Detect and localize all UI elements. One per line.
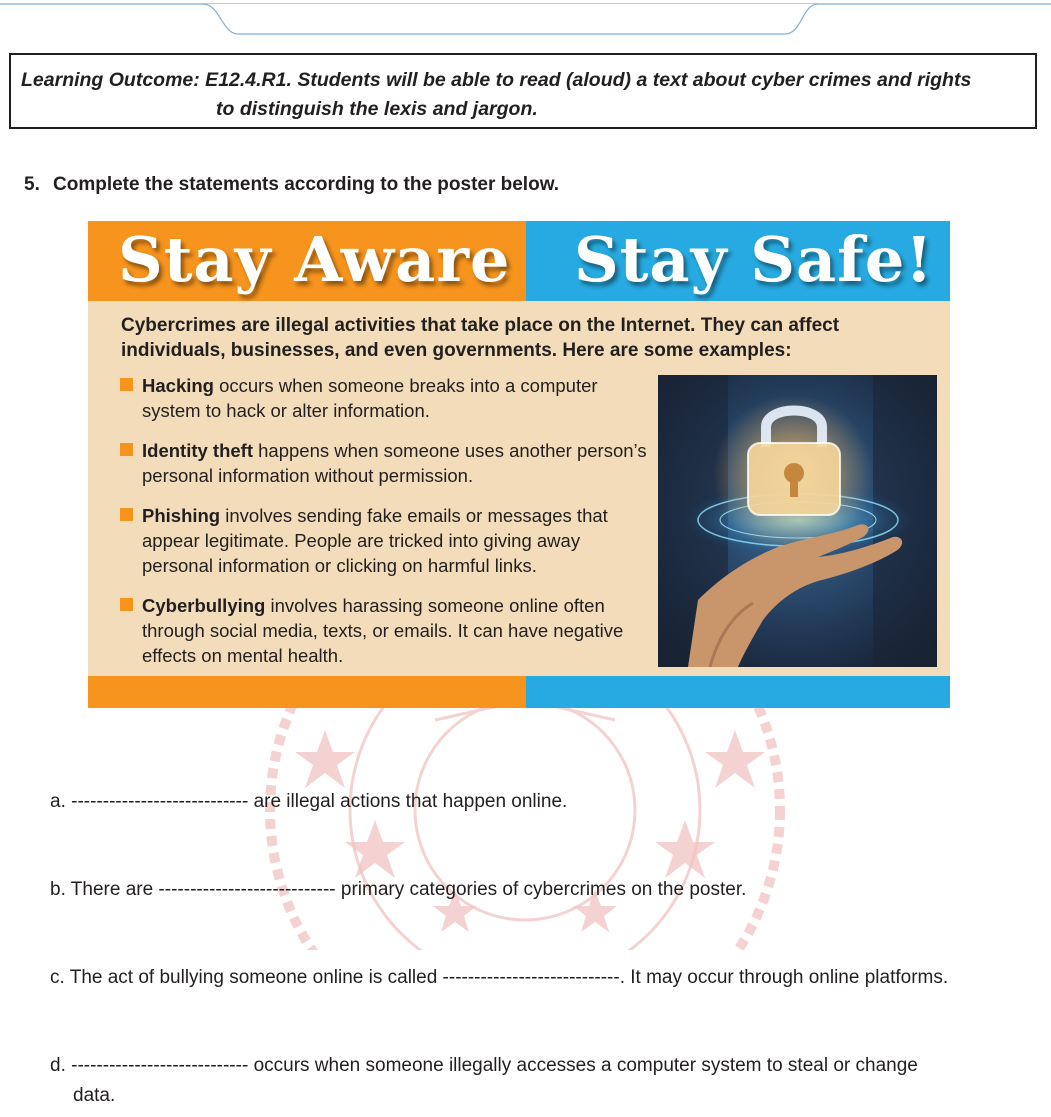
cybercrime-poster — [88, 221, 950, 708]
poster-bullet-phishing — [120, 503, 650, 578]
statement-c: c. The act of bullying someone online is called ----------------------------. It may occur through online platforms. — [50, 967, 949, 988]
poster-title-right: Stay Safe! — [574, 223, 934, 296]
bullet-term: Identity theft — [142, 440, 253, 461]
question-number: 5. — [24, 174, 40, 195]
poster-bullet-list — [120, 373, 650, 683]
poster-bullet-cyberbullying — [120, 593, 650, 668]
poster-footer-left — [88, 676, 526, 708]
learning-outcome-line1: Learning Outcome: E12.4.R1. Students will be able to read (aloud) a text about cyber crimes and rights — [21, 69, 972, 91]
poster-footer-right — [526, 676, 950, 708]
bullet-square-icon — [120, 378, 133, 391]
bullet-text: occurs when someone breaks into a computer system to hack or alter information. — [142, 375, 598, 421]
poster-bullet-hacking — [120, 373, 650, 423]
bullet-text: involves sending fake emails or messages that appear legitimate. People are tricked into giving away personal information or clicking on harmful links. — [142, 505, 608, 576]
bullet-square-icon — [120, 598, 133, 611]
question-instruction — [24, 174, 559, 196]
learning-outcome-box — [9, 53, 1037, 129]
bullet-text: happens when someone uses another person’s personal information without permission. — [142, 440, 647, 486]
padlock-hand-icon — [658, 375, 937, 667]
question-text: Complete the statements according to the poster below. — [53, 174, 560, 195]
bullet-term: Phishing — [142, 505, 221, 526]
bullet-square-icon — [120, 508, 133, 521]
header-decoration — [0, 0, 1051, 40]
bullet-term: Cyberbullying — [142, 595, 266, 616]
statement-d: d. ---------------------------- occurs when someone illegally accesses a computer system to steal or change — [50, 1055, 918, 1076]
statement-a: a. ---------------------------- are illegal actions that happen online. — [50, 791, 568, 812]
learning-outcome-line2: to distinguish the lexis and jargon. — [216, 98, 538, 120]
statement-b: b. There are ---------------------------- primary categories of cybercrimes on the poster. — [50, 879, 747, 900]
bullet-text: involves harassing someone online often through social media, texts, or emails. It can have negative effects on mental health. — [142, 595, 624, 666]
poster-title-left: Stay Aware — [118, 223, 511, 296]
bullet-square-icon — [120, 443, 133, 456]
poster-bullet-identity-theft — [120, 438, 650, 488]
bullet-term: Hacking — [142, 375, 214, 396]
statement-d-continuation: data. — [73, 1085, 116, 1106]
poster-intro: Cybercrimes are illegal activities that take place on the Internet. They can affect individuals, businesses, and even governments. Here are some examples: — [121, 315, 840, 361]
